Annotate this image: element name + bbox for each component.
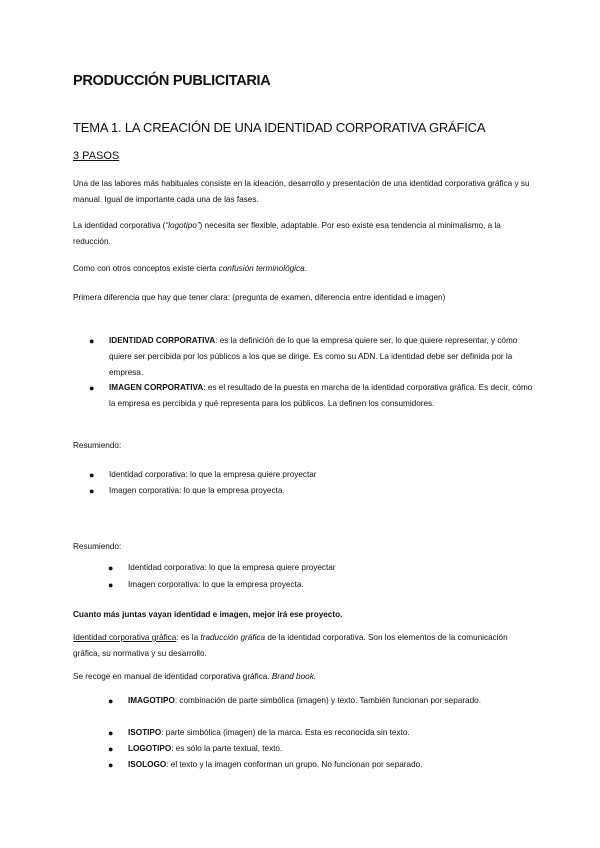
bullet-icon: ● <box>108 696 114 706</box>
bullet-icon: ● <box>89 383 95 393</box>
list-item: ● Identidad corporativa: lo que la empresa quiere proyectar <box>89 467 539 483</box>
paragraph-difference: Primera diferencia que hay que tener clara: (pregunta de examen, diferencia entre identidad e imagen) <box>73 293 446 302</box>
bullet-icon: ● <box>108 744 114 754</box>
paragraph-brand-book: Se recoge en manual de identidad corporativa gráfica. Brand book. <box>73 672 317 681</box>
list-item: ● Imagen corporativa: lo que la empresa proyecta. <box>108 577 558 593</box>
list-item: ● LOGOTIPO: es sólo la parte textual, texto. <box>108 741 558 757</box>
list-item: ● IDENTIDAD CORPORATIVA: es la definición de lo que la empresa quiere ser, lo que quiere representar, y cómo quiere ser percibida por los públicos a los que se dirige. Es como su ADN. La identidad debe ser definida por la empresa. <box>89 333 539 381</box>
list-item: ● ISOTIPO: parte simbólica (imagen) de la marca. Esta es reconocida sin texto. <box>108 725 558 741</box>
document-title: PRODUCCIÓN PUBLICITARIA <box>73 73 271 89</box>
paragraph-summary-label: Resumiendo: <box>73 441 122 450</box>
paragraph-intro: Una de las labores más habituales consiste en la ideación, desarrollo y presentación de una identidad corporativa gráfica y su manual. Igual de importante cada una de las fases. <box>73 179 530 204</box>
paragraph-key-statement: Cuanto más juntas vayan identidad e imagen, mejor irá ese proyecto. <box>73 610 343 619</box>
list-item: ● IMAGOTIPO: combinación de parte simbólica (imagen) y texto. También funcionan por separado. <box>108 693 558 709</box>
list-item: ● Identidad corporativa: lo que la empresa quiere proyectar <box>108 560 558 576</box>
list-item: ● ISOLOGO: el texto y la imagen conforman un grupo. No funcionan por separado. <box>108 757 558 773</box>
paragraph-identity: La identidad corporativa (“logotipo”) necesita ser flexible, adaptable. Por eso existe esa tendencia al minimalismo, a la reducción. <box>73 221 501 246</box>
list-item: ● Imagen corporativa: lo que la empresa proyecta. <box>89 483 539 499</box>
bullet-icon: ● <box>108 563 114 573</box>
bullet-icon: ● <box>108 580 114 590</box>
paragraph-graphic-identity: Identidad corporativa gráfica: es la traducción gráfica de la identidad corporativa. Son los elementos de la comunicación gráfica, su normativa y su desarrollo. <box>73 633 508 658</box>
paragraph-terminology: Como con otros conceptos existe cierta confusión terminológica. <box>73 264 307 273</box>
bullet-icon: ● <box>89 336 95 346</box>
list-item: ● IMAGEN CORPORATIVA: es el resultado de la puesta en marcha de la identidad corporativa gráfica. Es decir, cómo la empresa es percibida y qué representa para los públicos. La definen los consumidores. <box>89 380 539 412</box>
topic-heading: TEMA 1. LA CREACIÓN DE UNA IDENTIDAD CORPORATIVA GRÁFICA <box>73 120 486 135</box>
section-heading: 3 PASOS <box>73 150 120 162</box>
bullet-icon: ● <box>89 486 95 496</box>
bullet-icon: ● <box>89 470 95 480</box>
bullet-icon: ● <box>108 728 114 738</box>
bullet-icon: ● <box>108 760 114 770</box>
paragraph-summary-label: Resumiendo: <box>73 542 122 551</box>
